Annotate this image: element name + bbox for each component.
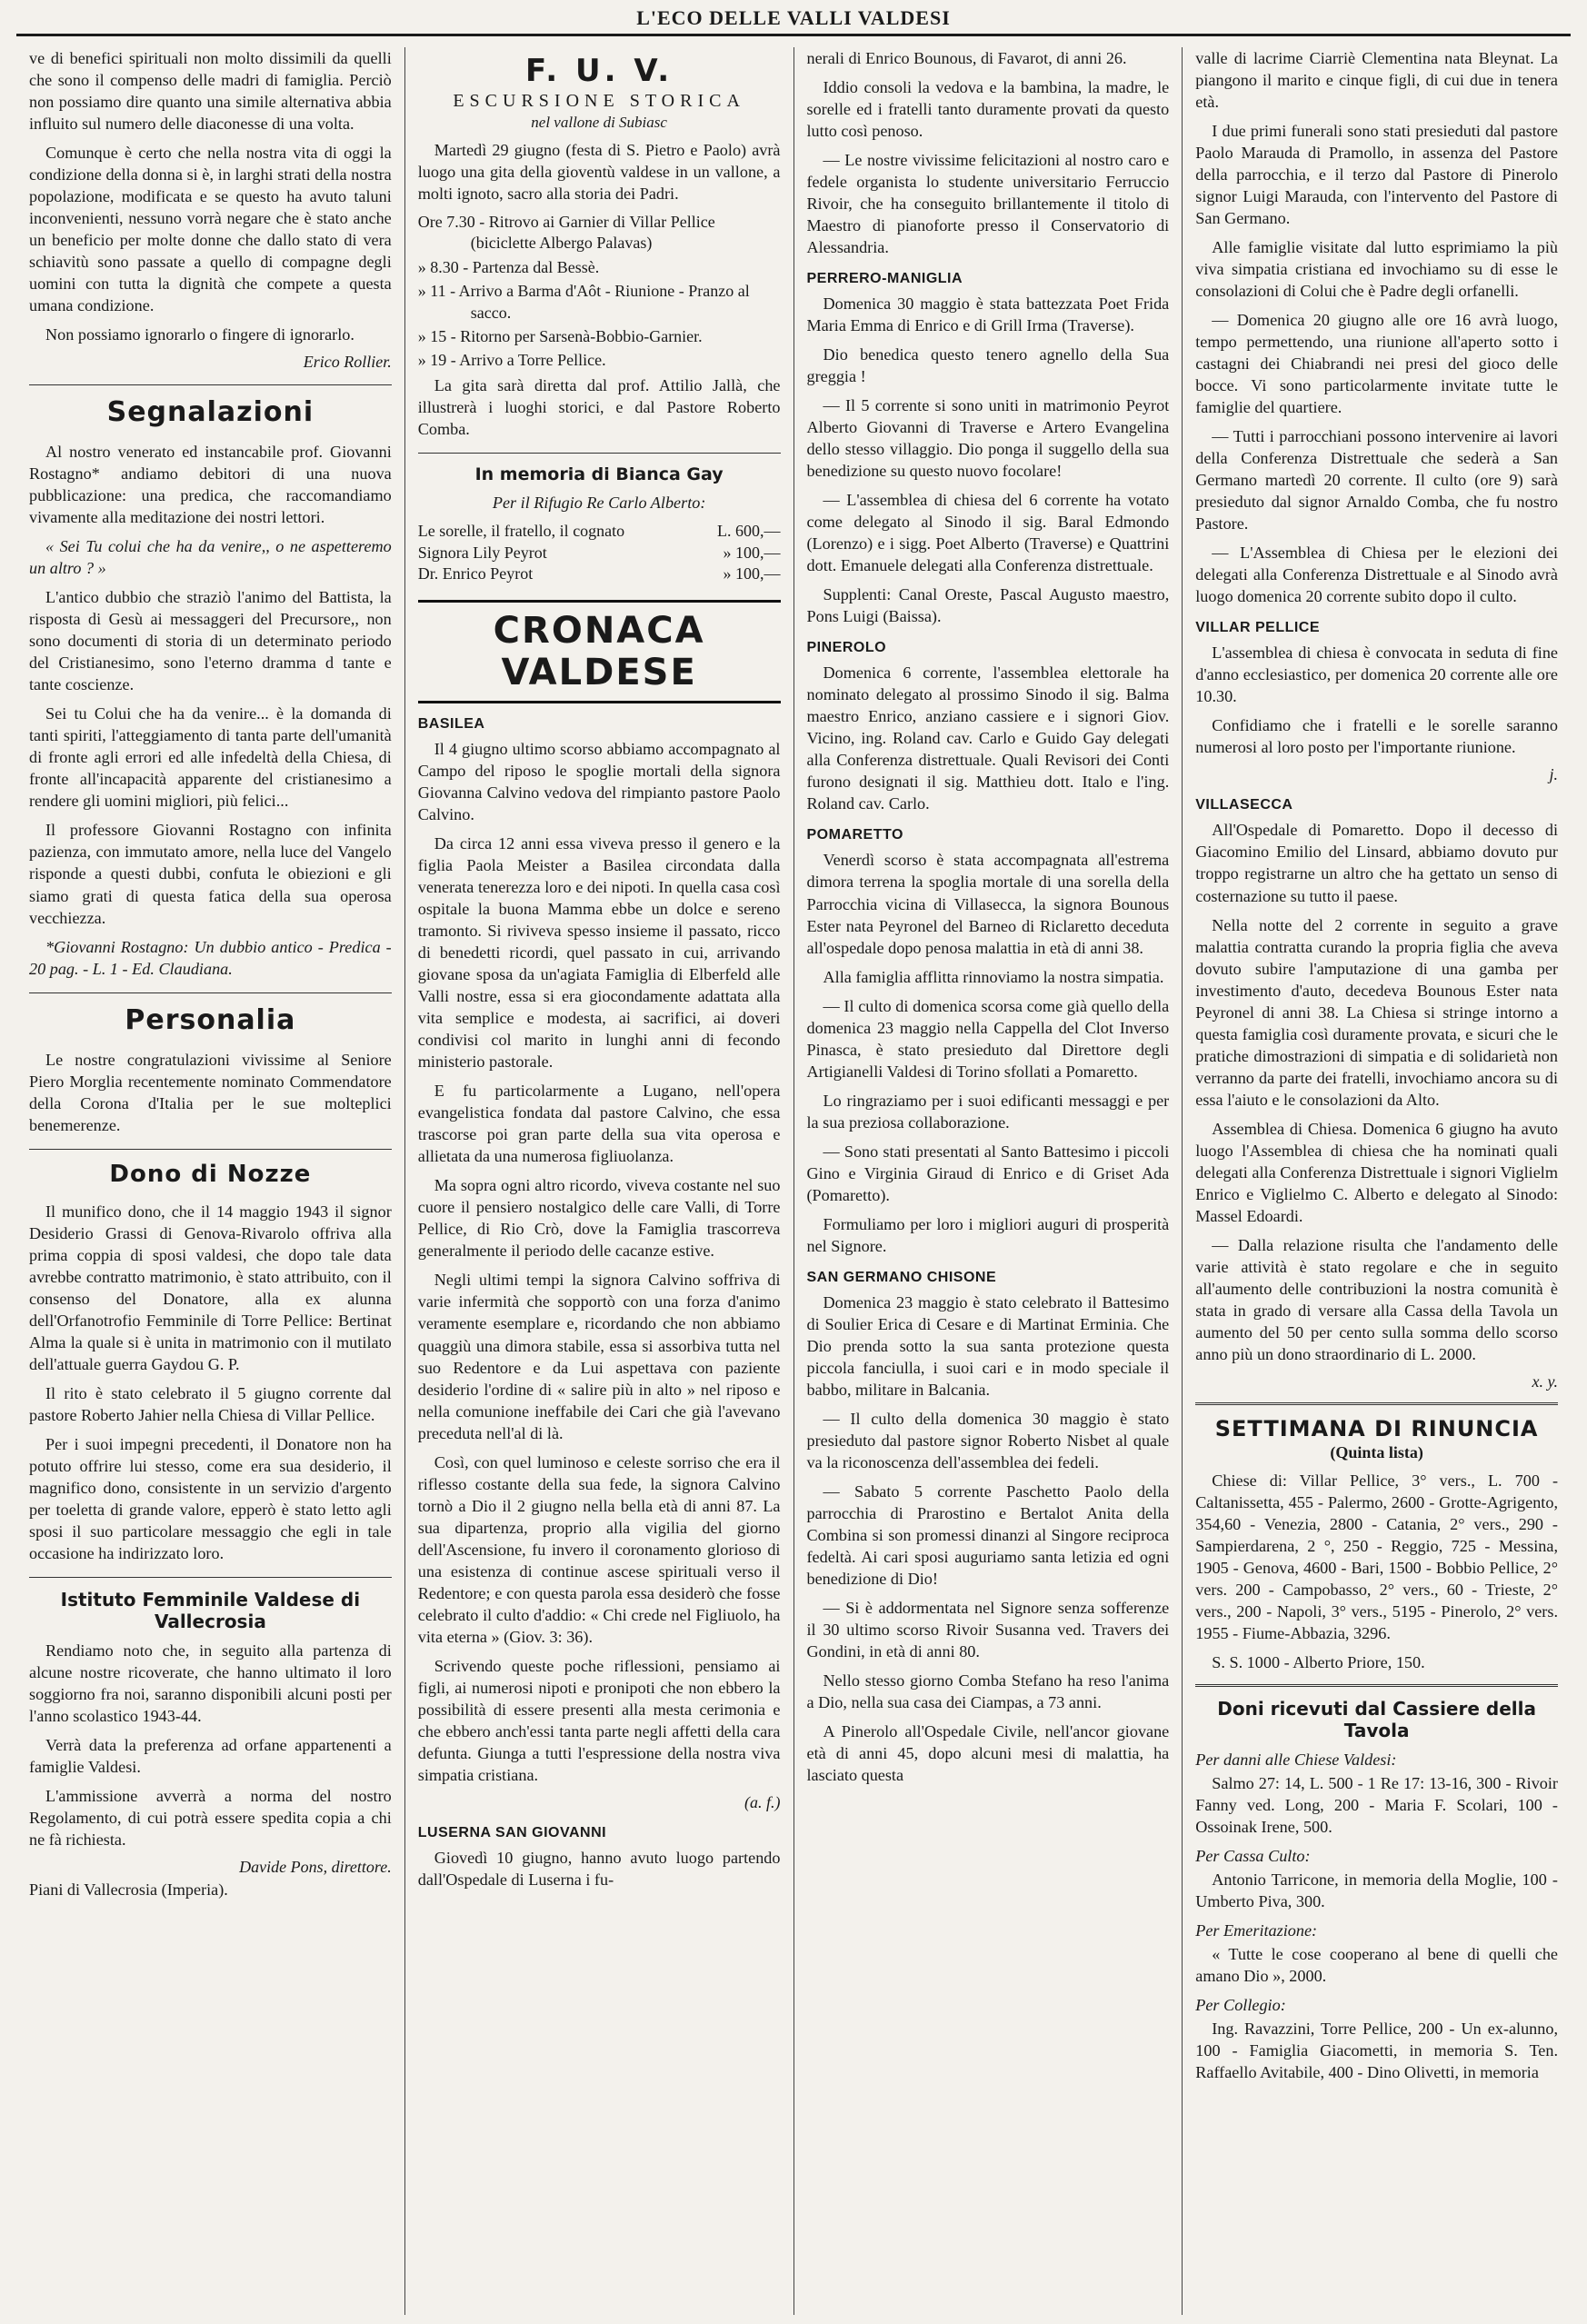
- donation-row: [418, 521, 781, 543]
- signature: Erico Rollier.: [303, 353, 392, 372]
- location-heading: POMARETTO: [806, 827, 903, 843]
- location-heading: VILLASECCA: [1195, 797, 1293, 813]
- article-paragraph: Dio benedica questo tenero agnello della Sua greggia !: [806, 345, 1170, 386]
- article-paragraph: All'Ospedale di Pomaretto. Dopo il decesso di Giacomino Emilio del Linsard, abbiamo dovuto pur troppo registrarne un altro che ha gettato un senso di costernazione su tutto il paese.: [1195, 821, 1558, 905]
- section-title-fuv: F. U. V.: [525, 53, 674, 89]
- article-paragraph: Lo ringraziamo per i suoi edificanti messaggi e per la sua preziosa collaborazione.: [806, 1091, 1170, 1132]
- article-paragraph: Formuliamo per loro i migliori auguri di prosperità nel Signore.: [806, 1214, 1170, 1255]
- location-heading: LUSERNA SAN GIOVANNI: [417, 1824, 607, 1840]
- divider: [29, 1577, 392, 1578]
- article-paragraph: Da circa 12 anni essa viveva presso il genero e la figlia Paola Meister a Basilea circondata dalla venerata tenerezza loro e dei nipoti. In quella casa così ospitale la buona Mamma ebbe un dolce e sereno tramonto. Si riviveva spesso insieme il passato, ricco di benedetti ricordi, quel passato in cui, arrivando giovane sposa da un'agiata Famiglia di Elberfeld alle Valli nostre, essa si era giocondamente adattata alla vita semplice e modesta, ai sacrifici, ai doveri condivisi col marito in lunghi anni di fecondo ministerio pastorale.: [417, 834, 781, 1072]
- article-paragraph: Domenica 30 maggio è stata battezzata Poet Frida Maria Emma di Enrico e di Grill Irma (Traverse).: [806, 294, 1170, 335]
- article-paragraph: — Il culto di domenica scorsa come già quello della domenica 23 maggio nella Cappella del Clot Inverso Pinasca, è stato presieduto dal Direttore degli Artigianelli Valdesi di Torino sfollati a Pomaretto.: [806, 996, 1170, 1081]
- article-paragraph: S. S. 1000 - Alberto Priore, 150.: [1212, 1652, 1425, 1671]
- columns: [16, 47, 1571, 2315]
- article-paragraph: Il rito è stato celebrato il 5 giugno corrente dal pastore Roberto Jahier nella Chiesa di Villar Pellice.: [29, 1383, 392, 1424]
- article-paragraph: Scrivendo queste poche riflessioni, pensiamo ai figli, ai numerosi nipoti e pronipoti che non ebbero la possibilità di essere presenti alla mesta cerimonia e che ebbero anch'essi tanta parte negli affetti della cara defunta. Giunga a tutti l'espressione della nostra viva simpatia cristiana.: [417, 1656, 781, 1784]
- article-paragraph: Giovedì 10 giugno, hanno avuto luogo partendo dall'Ospedale di Luserna i fu-: [417, 1848, 781, 1889]
- article-paragraph: Nella notte del 2 corrente in seguito a grave malattia contratta curando la propria figlia che aveva dovuto subire l'amputazione di una gamba per investimento d'auto, decedeva Bounous Ester nata Peyronel di anni 38. La Chiesa si stringe intorno a questa famiglia così duramente provata, e sicuri che le pratiche dimostrazioni di simpatia e di solidarietà non verranno da parte dei fratelli, invochiamo ancora su di essa l'aiuto e le consolazioni da Alto.: [1195, 915, 1558, 1109]
- donation-amount: L. 600,—: [717, 521, 781, 540]
- article-paragraph: — Le nostre vivissime felicitazioni al nostro caro e fedele organista lo studente universitario Ferruccio Rivoir, che ha conseguito brillantemente il titolo di Maestro di pianoforte presso il Conservatorio di Alessandria.: [806, 151, 1170, 257]
- article-paragraph: — Dalla relazione risulta che l'andamento delle varie attività è stato regolare e che in seguito all'aumento delle contribuzioni la nostra comunità è stata in grado di versare alla Cassa della Tavola un aumento del 50 per cento sulla somma dello scorso anno più un dono straordinario di L. 2000.: [1195, 1235, 1558, 1363]
- article-paragraph: Confidiamo che i fratelli e le sorelle saranno numerosi al loro posto per l'importante riunione.: [1195, 716, 1558, 757]
- article-paragraph: — Domenica 20 giugno alle ore 16 avrà luogo, tempo permettendo, una riunione all'aperto sotto i castagni dei Chiabrandi nei presi del gioco delle bocce. Vi sono particolarmente invitate tutte le famiglie del quartiere.: [1195, 311, 1558, 417]
- location-heading: PERRERO-MANIGLIA: [806, 271, 963, 287]
- donation-row: [418, 543, 781, 564]
- divider: [29, 384, 392, 385]
- article-paragraph: — Il 5 corrente si sono uniti in matrimonio Peyrot Alberto Giovanni di Traverse e Artero Evangelina dello stesso villaggio. Dio ponga il suggello della sua benedizione su questo nuovo focolare!: [806, 396, 1170, 481]
- program-line: » 19 - Arrivo a Torre Pellice.: [417, 351, 606, 370]
- article-paragraph: Verrà data la preferenza ad orfane appartenenti a famiglie Valdesi.: [29, 1735, 392, 1776]
- fuv-subtitle: ESCURSIONE STORICA: [453, 91, 745, 111]
- article-paragraph: — Tutti i parrocchiani possono intervenire ai lavori della Conferenza Distrettuale che sederà a San Germano martedì 20 corrente. Il culto (ore 9) sarà presieduto dal signor Arnaldo Comba, che fu nostro Pastore.: [1195, 427, 1558, 534]
- section-title-memoria: In memoria di Bianca Gay: [474, 464, 724, 484]
- location-heading: SAN GERMANO CHISONE: [806, 1269, 997, 1285]
- article-paragraph: — Sono stati presentati al Santo Battesimo i piccoli Gino e Virginia Giraud di Enrico e di Griset Ada (Pomaretto).: [806, 1142, 1170, 1204]
- doni-entries: Ing. Ravazzini, Torre Pellice, 200 - Un ex-alunno, 100 - Famiglia Giacometti, in memoria S. Ten. Raffaello Avitabile, 400 - Dino Olivetti, in memoria: [1195, 2020, 1558, 2082]
- program-line: » 8.30 - Partenza dal Bessè.: [417, 257, 600, 276]
- donor-name: Signora Lily Peyrot: [417, 543, 547, 562]
- article-paragraph: Le nostre congratulazioni vivissime al Seniore Piero Morglia recentemente nominato Commendatore della Corona d'Italia per le sue molteplici benemerenze.: [29, 1050, 392, 1134]
- article-paragraph: Martedì 29 giugno (festa di S. Pietro e Paolo) avrà luogo una gita della gioventù valdese in un vallone, a molti ignoto, sacro alla storia dei Padri.: [417, 141, 781, 204]
- article-paragraph: Non possiamo ignorarlo o fingere di ignorarlo.: [45, 325, 354, 344]
- divider: [29, 1149, 392, 1150]
- column-3: [794, 47, 1183, 2315]
- column-4: [1183, 47, 1571, 2315]
- section-title-settimana-rinuncia: SETTIMANA DI RINUNCIA: [1214, 1415, 1539, 1441]
- article-paragraph: E fu particolarmente a Lugano, nell'opera evangelistica fondata dal pastore Calvino, che essa trascorse poi gran parte della sua vita operosa e allietata da una numerosa figliuolanza.: [417, 1082, 781, 1166]
- doni-category: Per Collegio:: [1195, 1996, 1286, 2015]
- article-paragraph: La gita sarà diretta dal prof. Attilio Jallà, che illustrerà i luoghi storici, e dal Pastore Roberto Comba.: [417, 375, 781, 438]
- article-paragraph: — Il culto della domenica 30 maggio è stato presieduto dal pastore signor Roberto Nisbet al quale va la riconoscenza dell'assemblea dei fedeli.: [806, 1409, 1170, 1471]
- divider: [1195, 1684, 1558, 1687]
- article-paragraph: Il professore Giovanni Rostagno con infinita pazienza, con immutato amore, nella luce del Vangelo risponde a questi dubbi, confuta le obiezioni e gli siamo grati di questa fatica della sua operosa vecchiezza.: [29, 821, 392, 927]
- location-heading: VILLAR PELLICE: [1195, 620, 1321, 636]
- section-title-segnalazioni: Segnalazioni: [106, 396, 314, 429]
- doni-entries: Salmo 27: 14, L. 500 - 1 Re 17: 13-16, 300 - Rivoir Fanny ved. Long, 200 - Maria F. Scolari, 100 - Ossoinak Irene, 500.: [1195, 1773, 1558, 1837]
- doni-category: Per danni alle Chiese Valdesi:: [1195, 1750, 1397, 1769]
- article-paragraph: Venerdì scorso è stata accompagnata all'estrema dimora terrena la spoglia mortale di una sorella della Parrocchia vicina di Villasecca, la signora Bounous Ester nata Peyronel del Barneo di Riclaretto deceduta all'ospedale dopo penosa malattia in età di anni 38.: [806, 851, 1170, 957]
- location-heading: PINEROLO: [806, 640, 887, 656]
- column-2: [405, 47, 794, 2315]
- donation-row: [418, 564, 781, 585]
- section-title-personalia: Personalia: [125, 1003, 296, 1036]
- article-paragraph: Supplenti: Canal Oreste, Pascal Augusto maestro, Pons Luigi (Baissa).: [806, 585, 1170, 626]
- article-paragraph: — Si è addormentata nel Signore senza sofferenze il 30 ultimo scorso Rivoir Susanna ved. Travers dei Gondini, in età di anni 80.: [806, 1598, 1170, 1661]
- fuv-place: nel vallone di Subiasc: [531, 114, 667, 131]
- article-paragraph: — L'assemblea di chiesa del 6 corrente ha votato come delegato al Sinodo il sig. Baral Edmondo (Lorenzo) e i sigg. Poet Alberto (Traverse) e Quattrini dott. Emanuele delegati alla Conferenza distrettuale.: [806, 491, 1170, 575]
- article-paragraph: Negli ultimi tempi la signora Calvino soffriva di varie infermità che sopportò con una forza d'animo veramente esemplare e, ricordando che non abbiamo quaggiù una dimora stabile, essa si assorbiva tutta nel suo Redentore e da Lui aspettava con paziente desiderio l'ordine di « salire più in alto » nel riposo e nella comunione ineffabile dei Cari che già l'avevano preceduta nell'al di là.: [417, 1271, 781, 1442]
- article-paragraph: Il munifico dono, che il 14 maggio 1943 il signor Desiderio Grassi di Genova-Rivarolo offriva alla prima coppia di sposi valdesi, che dopo tale data avrebbe contratto matrimonio, è stato attribuito, con il consenso del Donatore, alla ex alunna dell'Orfanotrofio Femminile di Torre Pellice: Bertinat Alma la quale si è unita in matrimonio con il mutilato dell'attuale guerra Gaydou G. P.: [29, 1202, 392, 1373]
- article-paragraph: Comunque è certo che nella nostra vita di oggi la condizione della donna si è, in larghi strati della nostra popolazione, modificata e se questo ha avuto taluni inconvenienti, nessuno vorrà negare che è stato anche un beneficio per molte donne che dallo stato di vera schiavitù sono passate a quello di compagne degli uomini con tutta la dignità che compete a questa umana condizione.: [29, 144, 392, 315]
- article-paragraph: Il 4 giugno ultimo scorso abbiamo accompagnato al Campo del riposo le spoglie mortali della signora Giovanna Calvino vedova del rimpianto pastore Paolo Calvino.: [417, 740, 781, 824]
- article-paragraph: nerali di Enrico Bounous, di Favarot, di anni 26.: [806, 49, 1127, 67]
- donor-name: Dr. Enrico Peyrot: [417, 564, 534, 583]
- article-paragraph: Domenica 6 corrente, l'assemblea elettorale ha nominato delegato al prossimo Sinodo il sig. Balma maestro Enrico, anziano cassiere e i signori Giov. Vicino, ing. Roland cav. Carlo e Guido Gay delegati alla Conferenza distrettuale. Quali Revisori dei Conti furono designati il sig. Matthieu dott. Italo e l'ing. Roland cav. Carlo.: [806, 663, 1170, 813]
- donation-amount: » 100,—: [723, 543, 781, 562]
- article-paragraph: Alla famiglia afflitta rinnoviamo la nostra simpatia.: [823, 967, 1164, 986]
- masthead: [16, 0, 1571, 36]
- settimana-subtitle: (Quinta lista): [1330, 1442, 1423, 1461]
- program-line: Ore 7.30 - Ritrovo ai Garnier di Villar Pellice (biciclette Albergo Palavas): [417, 213, 715, 253]
- program-line: » 15 - Ritorno per Sarsenà-Bobbio-Garnier.: [417, 327, 703, 345]
- donor-name: Le sorelle, il fratello, il cognato: [417, 521, 625, 540]
- doni-entries: « Tutte le cose cooperano al bene di quelli che amano Dio », 2000.: [1195, 1945, 1558, 1986]
- article-paragraph: Sei tu Colui che ha da venire... è la domanda di tanti spiriti, l'atteggiamento di tanta parte dell'umanità di fronte agli errori ed alle infedeltà della Chiesa, di fronte all'incapacità apparente del cristianesimo a rendere gli uomini migliori, più felici...: [29, 704, 392, 811]
- section-title-cronaca-valdese: CRONACA VALDESE: [418, 600, 781, 703]
- article-paragraph: Per i suoi impegni precedenti, il Donatore non ha potuto offrire lui stesso, come era sua desiderio, il magnifico dono, consistente in un servizio d'argento per toeletta di grande valore, epperò è stato letto agli sposi il suo particolare messaggio che egli in tale occasione ha indirizzato loro.: [29, 1434, 392, 1562]
- doni-category: Per Cassa Culto:: [1195, 1847, 1311, 1866]
- article-footnote: *Giovanni Rostagno: Un dubbio antico - Predica - 20 pag. - L. 1 - Ed. Claudiana.: [29, 937, 392, 978]
- article-paragraph: Iddio consoli la vedova e la bambina, la madre, le sorelle ed i fratelli tanto duramente provati da questo lutto così penoso.: [806, 78, 1170, 141]
- signature: x. y.: [1532, 1371, 1558, 1391]
- place-line: Piani di Vallecrosia (Imperia).: [29, 1880, 228, 1900]
- divider: [418, 453, 781, 454]
- memoria-subtitle: Per il Rifugio Re Carlo Alberto:: [492, 493, 706, 512]
- article-paragraph: L'antico dubbio che straziò l'animo del Battista, la risposta di Gesù ai messaggeri del Precursore,, non sono documenti di storia di un determinato periodo del Cristianesimo, sono l'eterno dramma d tante e tante coscienze.: [29, 588, 392, 694]
- article-paragraph: Chiese di: Villar Pellice, 3° vers., L. 700 - Caltanissetta, 455 - Palermo, 2600 - Grotte-Agrigento, 354,60 - Venezia, 2800 - Catania, 2° vers., 290 - Sampierdarena, 2 °, 250 - Reggio, 725 - Messina, 1905 - Genova, 4600 - Bari, 1500 - Bobbio Pellice, 2° vers. 200 - Campobasso, 2° vers., 60 - Trieste, 2° vers., 200 - Napoli, 3° vers., 5195 - Pinerolo, 2° vers. 1955 - Fiume-Abbazia, 3296.: [1195, 1471, 1558, 1642]
- signature: j.: [1549, 765, 1558, 784]
- article-paragraph: ve di benefici spirituali non molto dissimili da quelli che sono il compenso delle madri di famiglia. Perciò non possiamo dire quanto una simile alternativa abbia influito sul numero delle diaconesse di una volta.: [29, 49, 392, 134]
- article-paragraph: — Sabato 5 corrente Paschetto Paolo della parrocchia di Prarostino e Bertalot Anita della Combina si son promessi dinanzi al Singore reciproca fedeltà. Ai cari sposi auguriamo santa letizia ed ogni benedizione di Dio!: [806, 1481, 1170, 1588]
- location-heading: BASILEA: [417, 716, 485, 733]
- signature: Davide Pons, direttore.: [239, 1858, 392, 1877]
- article-paragraph: Al nostro venerato ed instancabile prof. Giovanni Rostagno* andiamo debitori di una nuova pubblicazione: una predica, che raccomandiamo vivamente alla meditazione dei nostri lettori.: [29, 443, 392, 527]
- article-quote: « Sei Tu colui che ha da venire,, o ne aspetteremo un altro ? »: [29, 537, 392, 578]
- masthead-title: L'ECO DELLE VALLI VALDESI: [636, 6, 951, 29]
- column-1: [16, 47, 405, 2315]
- article-paragraph: Rendiamo noto che, in seguito alla partenza di alcune nostre ricoverate, che hanno ultimato il loro soggiorno fra noi, saranno disponibili alcuni posti per l'anno scolastico 1943-44.: [29, 1641, 392, 1725]
- article-paragraph: L'assemblea di chiesa è convocata in seduta di fine d'anno ecclesiastico, per domenica 20 corrente alle ore 10.30.: [1195, 643, 1558, 706]
- article-paragraph: Assemblea di Chiesa. Domenica 6 giugno ha avuto luogo l'Assemblea di chiesa che ha nominati quali delegati alla Conferenza Distrettuale i signori Viglielm Enrico e Viglielmo C. Alberto e delegato al Sinodo: Massel Edoardi.: [1195, 1119, 1558, 1225]
- signature: (a. f.): [744, 1792, 781, 1811]
- article-paragraph: valle di lacrime Ciarriè Clementina nata Bleynat. La piangono il marito e cinque figli, di cui due in tenera età.: [1195, 49, 1558, 112]
- article-paragraph: A Pinerolo all'Ospedale Civile, nell'ancor giovane età di anni 45, dopo alcuni mesi di malattia, ha lasciato questa: [806, 1722, 1170, 1785]
- donation-amount: » 100,—: [723, 564, 781, 583]
- doni-entries: Antonio Tarricone, in memoria della Moglie, 100 - Umberto Piva, 300.: [1195, 1870, 1558, 1911]
- article-paragraph: Alle famiglie visitate dal lutto esprimiamo la più viva simpatia cristiana ed invochiamo su di esse le consolazioni di Colui che è Padre degli orfanelli.: [1195, 238, 1558, 301]
- article-paragraph: — L'Assemblea di Chiesa per le elezioni dei delegati alla Conferenza Distrettuale e al Sinodo avrà luogo domenica 20 corrente subito dopo il culto.: [1195, 544, 1558, 606]
- section-title-istituto: Istituto Femminile Valdese di Vallecrosia: [60, 1588, 361, 1632]
- article-paragraph: Ma sopra ogni altro ricordo, viveva costante nel suo cuore il pensiero nostalgico delle care Valli, di Torre Pellice, di Rio Crò, dove la Famiglia trascorreva generalmente il periodo delle cacanze estive.: [417, 1176, 781, 1261]
- program-line: » 11 - Arrivo a Barma d'Aôt - Riunione - Pranzo al sacco.: [417, 282, 750, 322]
- divider: [1195, 1402, 1558, 1405]
- article-paragraph: Domenica 23 maggio è stato celebrato il Battesimo di Soulier Erica di Cesare e di Martinat Erminia. Che Dio prenda sotto la sua santa protezione questa piccola fanciulla, i suoi cari e in modo speciale il babbo, militare in Balcania.: [806, 1292, 1170, 1399]
- section-title-dono-di-nozze: Dono di Nozze: [109, 1160, 312, 1188]
- article-paragraph: I due primi funerali sono stati presieduti dal pastore Paolo Marauda di Pramollo, in assenza del Pastore della parrocchia, e il terzo dal Pastore di Pinerolo signor Luigi Marauda, con l'intervento del Pastore di San Germano.: [1195, 122, 1558, 228]
- article-paragraph: Nello stesso giorno Comba Stefano ha reso l'anima a Dio, nella sua casa dei Ciampas, a 73 anni.: [806, 1671, 1170, 1711]
- article-paragraph: L'ammissione avverrà a norma del nostro Regolamento, di cui potrà essere spedita copia a chi ne fà richiesta.: [29, 1786, 392, 1849]
- doni-category: Per Emeritazione:: [1195, 1921, 1318, 1940]
- article-paragraph: Così, con quel luminoso e celeste sorriso che era il riflesso costante della sua fede, la signora Calvino tornò a Dio il 2 giugno nella bella età di anni 87. La sua dipartenza, proprio alla vigilia del giorno dell'Ascensione, fu invero il coronamento glorioso di una esistenza di continue ascese spirituali verso il Redentore; e con questa parola essa desiderò che fosse celebrato il culto d'addio: « Chi crede nel Figliuolo, ha vita eterna » (Giov. 3: 36).: [417, 1452, 781, 1646]
- section-title-doni-ricevuti: Doni ricevuti dal Cassiere della Tavola: [1217, 1697, 1536, 1741]
- divider: [29, 992, 392, 993]
